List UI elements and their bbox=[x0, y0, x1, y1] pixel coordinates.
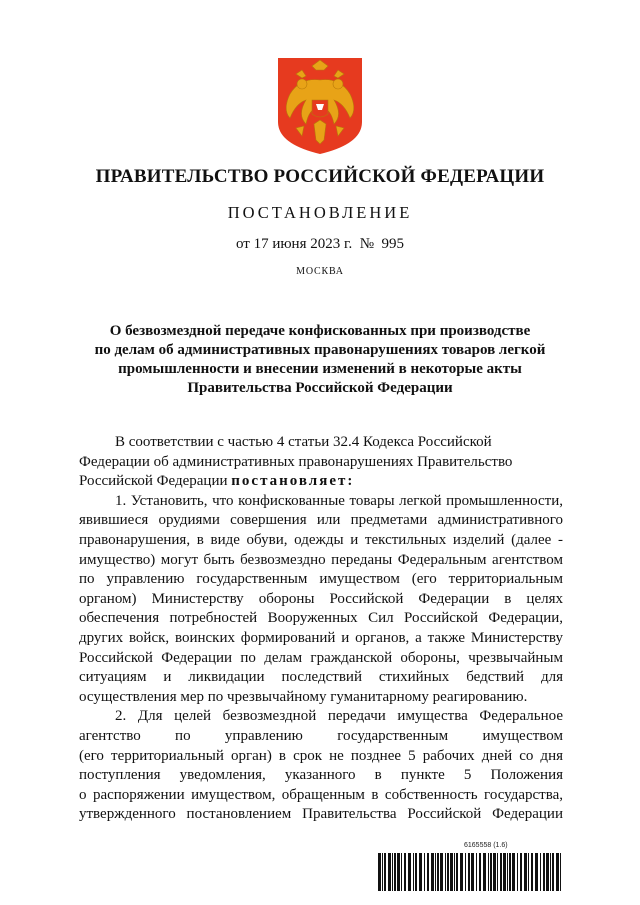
body-line: поступления уведомления, указанного в пункте 5 Положения bbox=[79, 767, 563, 784]
body-line: обеспечения потребностей Вооруженных Сил Российской Федерации, bbox=[79, 610, 563, 627]
document-type: ПОСТАНОВЛЕНИЕ bbox=[227, 203, 413, 222]
body-line: (его территориальный орган) в срок не позднее 5 рабочих дней со дня bbox=[79, 747, 563, 764]
subject-line: О безвозмездной передаче конфискованных при производстве bbox=[109, 323, 531, 339]
body-line: ситуациям и ликвидации последствий стихийных бедствий для bbox=[79, 669, 563, 686]
body-line: Российской Федерации по делам гражданской обороны, чрезвычайным bbox=[79, 649, 563, 666]
barcode-label: 6165558 (1.6) bbox=[464, 842, 508, 849]
document-city: МОСКВА bbox=[296, 266, 344, 277]
double-headed-eagle-icon bbox=[276, 56, 364, 156]
intro-prefix: Российской Федерации bbox=[79, 473, 232, 490]
subject-line: по делам об административных правонарушениях товаров легкой bbox=[94, 342, 546, 358]
document-barcode bbox=[378, 842, 564, 892]
government-title: ПРАВИТЕЛЬСТВО РОССИЙСКОЙ ФЕДЕРАЦИИ bbox=[95, 166, 545, 187]
subject-line: Правительства Российской Федерации bbox=[187, 380, 453, 396]
body-line: осуществления мер по чрезвычайному гуманитарному реагированию. bbox=[79, 688, 528, 705]
body-line: о распоряжении имуществом, обращенным в собственность государства, bbox=[79, 786, 563, 803]
body-line: В соответствии с частью 4 статьи 32.4 Кодекса Российской bbox=[115, 434, 492, 450]
document-date-number: от 17 июня 2023 г. № 995 bbox=[235, 236, 405, 252]
body-line: 1. Установить, что конфискованные товары легкой промышленности, bbox=[115, 492, 563, 509]
body-line: утвержденного постановлением Правительства Российской Федерации bbox=[79, 806, 563, 823]
body-line: 2. Для целей безвозмездной передачи имущества Федеральное bbox=[115, 708, 563, 725]
body-line bbox=[79, 472, 563, 492]
document-body bbox=[79, 433, 563, 825]
body-line: агентство по управлению государственным имуществом bbox=[79, 727, 563, 744]
body-line: правонарушения, в виде обуви, одежды и текстильных изделий (далее - bbox=[79, 531, 563, 548]
body-line: явившиеся орудиями совершения или предметами административного bbox=[79, 512, 563, 529]
barcode-icon bbox=[378, 853, 564, 891]
decree-keyword: постановляет: bbox=[231, 473, 355, 490]
subject-line: промышленности и внесении изменений в некоторые акты bbox=[118, 361, 522, 377]
body-line: по управлению государственным имуществом (его территориальным bbox=[79, 571, 563, 588]
body-line: органом) Министерству обороны Российской Федерации в целях bbox=[79, 590, 563, 607]
body-line: других войск, воинских формирований и органов, а также Министерству bbox=[79, 629, 563, 646]
body-line: Федерации об административных правонарушениях Правительство bbox=[79, 453, 513, 470]
body-line: имущество) могут быть безвозмездно переданы Федеральным агентством bbox=[79, 551, 563, 568]
document-subject bbox=[80, 322, 560, 398]
coat-of-arms-emblem bbox=[276, 56, 364, 156]
